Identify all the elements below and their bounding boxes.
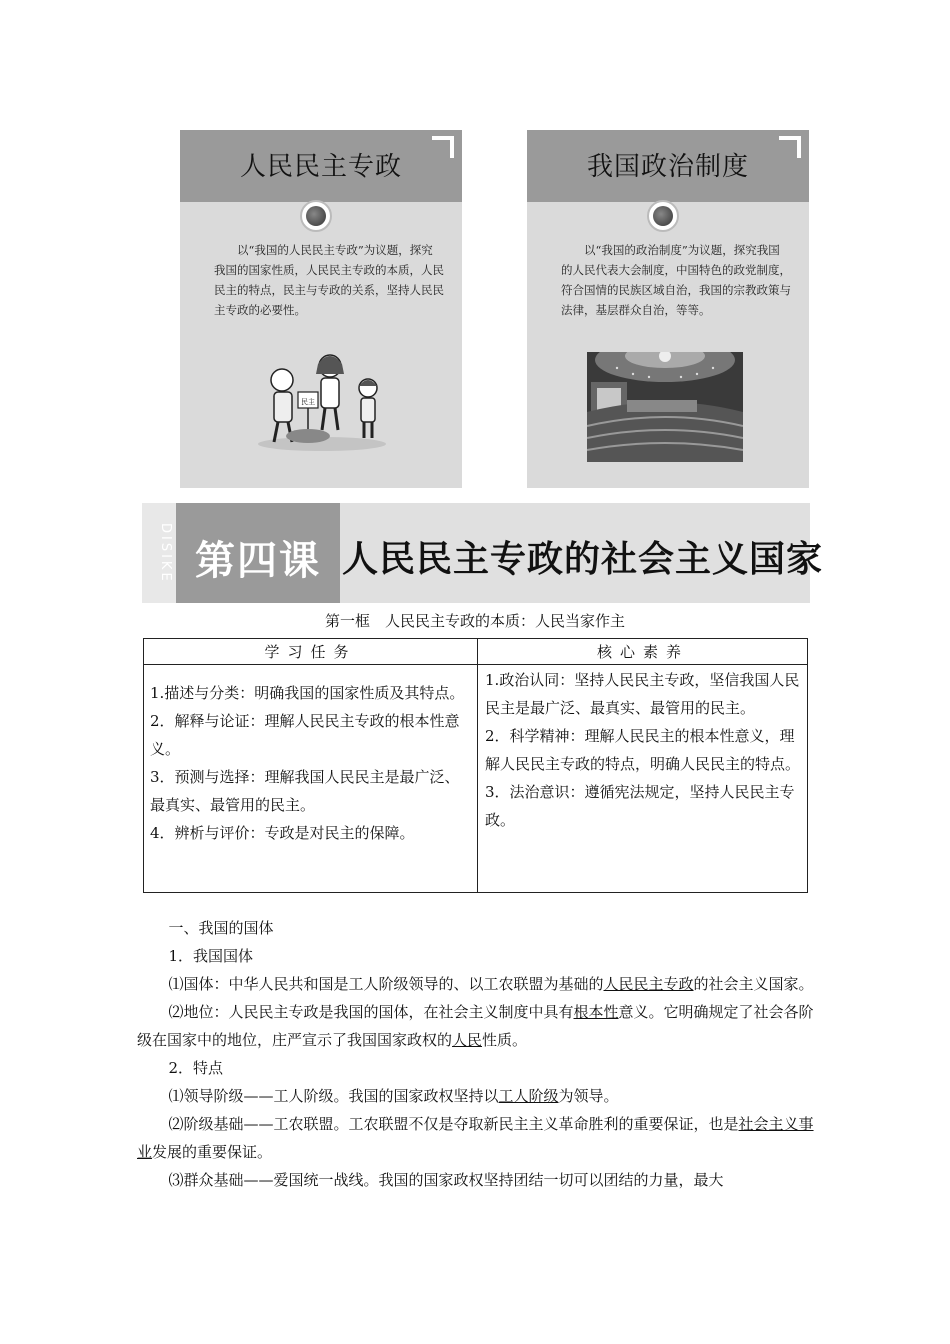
competencies-column — [485, 666, 803, 834]
lesson-title: 人民民主专政的社会主义国家 — [342, 538, 824, 580]
card-description: 以“我国的政治制度”为议题，探究我国的人民代表大会制度，中国特色的政党制度，符合国情的民族区域自治，我国的宗教政策与法律，基层群众自治，等等。 — [561, 243, 791, 317]
family-cartoon-illustration — [252, 352, 392, 452]
task-item: 4．辨析与评价：专政是对民主的保障。 — [150, 824, 415, 842]
card-header — [527, 130, 809, 202]
competency-item: 3．法治意识：遵循宪法规定，坚持人民民主专政。 — [485, 783, 795, 829]
banner-side-stripe — [142, 503, 176, 603]
card-title: 人民民主专政 — [239, 152, 402, 182]
svg-text:民主: 民主 — [301, 398, 315, 406]
task-item: 1.描述与分类：明确我国的国家性质及其特点。 — [150, 684, 465, 702]
table-header-tasks: 学习任务 — [264, 643, 357, 661]
tasks-column — [150, 679, 470, 847]
table-header-competencies: 核心素养 — [596, 643, 689, 661]
great-hall-photo — [587, 352, 743, 462]
paragraph: ⑵地位：人民民主专政是我国的国体，在社会主义制度中具有根本性意义。它明确规定了社会各阶级在国家中的地位，庄严宣示了我国国家政权的人民性质。 — [137, 1003, 814, 1049]
paragraph: ⑴国体：中华人民共和国是工人阶级领导的、以工农联盟为基础的人民民主专政的社会主义国家。 — [168, 975, 814, 993]
competency-item: 1.政治认同：坚持人民民主专政，坚信我国人民民主是最广泛、最真实、最管用的民主。 — [485, 671, 800, 717]
paragraph: ⑵阶级基础——工农联盟。工农联盟不仅是夺取新民主主义革命胜利的重要保证，也是社会主义事业发展的重要保证。 — [137, 1115, 814, 1161]
card-header — [180, 130, 462, 202]
competency-item: 2．科学精神：理解人民民主的根本性意义，理解人民民主专政的特点，明确人民民主的特点。 — [485, 727, 801, 773]
table-divider — [144, 664, 807, 665]
globe-icon — [300, 200, 332, 232]
section-subtitle: 第一框 人民民主专政的本质：人民当家作主 — [324, 612, 625, 630]
task-item: 3．预测与选择：理解我国人民民主是最广泛、最真实、最管用的民主。 — [150, 768, 460, 814]
learning-objectives-table — [143, 638, 808, 893]
topic-card-people-democratic-dictatorship — [180, 130, 462, 488]
card-description: 以“我国的人民民主专政”为议题，探究我国的国家性质，人民民主专政的本质，人民民主的特点，民主与专政的关系，坚持人民民主专政的必要性。 — [214, 243, 444, 317]
lesson-content — [137, 914, 815, 1194]
heading-level2: 2．特点 — [168, 1059, 224, 1077]
lesson-banner — [142, 503, 824, 603]
paragraph: ⑶群众基础——爱国统一战线。我国的国家政权坚持团结一切可以团结的力量，最大 — [168, 1171, 724, 1189]
lesson-number-box — [176, 503, 340, 603]
corner-bracket-icon — [432, 136, 454, 158]
heading-level2: 1．我国国体 — [168, 947, 254, 965]
card-title: 我国政治制度 — [586, 152, 749, 182]
table-divider — [477, 639, 478, 892]
task-item: 2．解释与论证：理解人民民主专政的根本性意义。 — [150, 712, 460, 758]
topic-card-political-system — [527, 130, 809, 488]
heading-level1: 一、我国的国体 — [168, 919, 274, 937]
corner-bracket-icon — [779, 136, 801, 158]
lesson-number: 第四课 — [195, 538, 321, 584]
paragraph: ⑴领导阶级——工人阶级。我国的国家政权坚持以工人阶级为领导。 — [168, 1087, 619, 1105]
banner-side-text: DISIKE — [158, 522, 173, 584]
globe-icon — [647, 200, 679, 232]
